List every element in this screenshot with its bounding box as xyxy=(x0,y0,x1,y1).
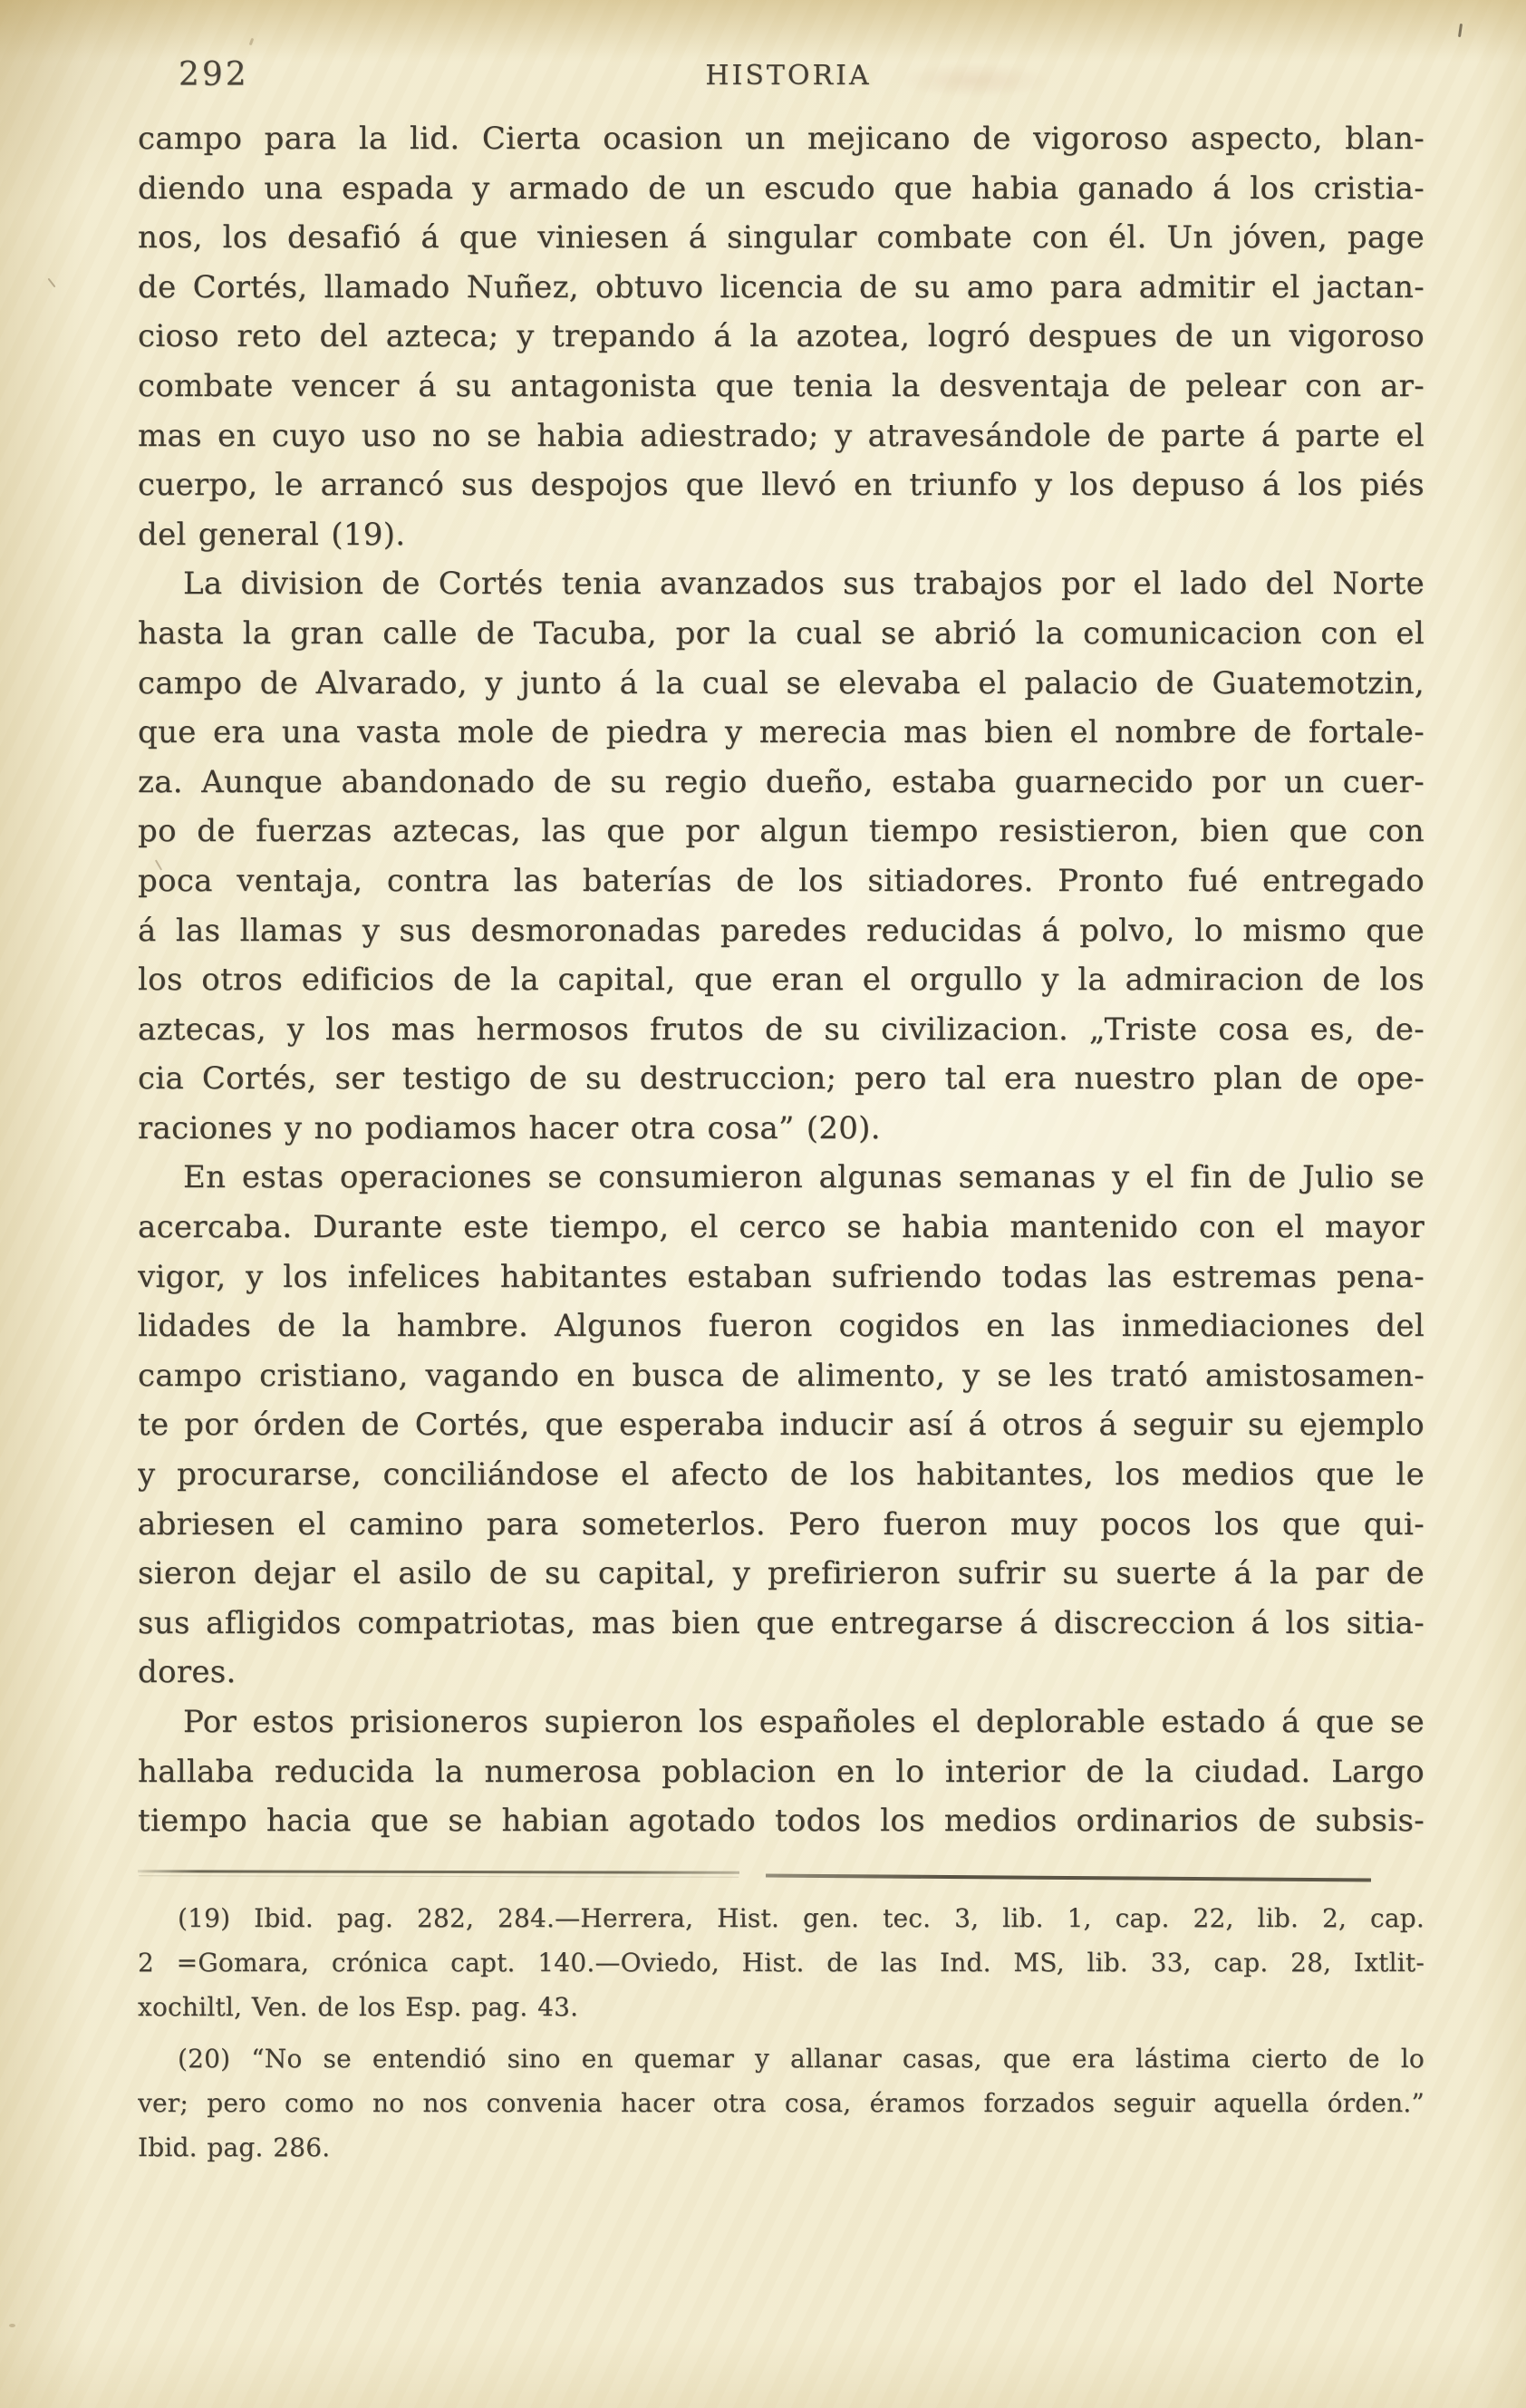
text-line: tiempo hacia que se habian agotado todos los medios ordinarios de subsis- xyxy=(138,1803,1425,1840)
text-line: nos, los desafió á que viniesen á singular combate con él. Un jóven, page xyxy=(138,219,1425,256)
paper-speck xyxy=(48,278,56,288)
text-line: te por órden de Cortés, que esperaba inducir así á otros á seguir su ejemplo xyxy=(138,1407,1425,1444)
text-line: cia Cortés, ser testigo de su destruccion; pero tal era nuestro plan de ope- xyxy=(138,1060,1425,1098)
ink-bleed-stain xyxy=(897,63,1051,98)
running-header-title: HISTORIA xyxy=(705,60,872,92)
footnote-19 xyxy=(138,1896,1425,2029)
text-line: acercaba. Durante este tiempo, el cerco se habia mantenido con el mayor xyxy=(138,1209,1425,1246)
text-line: raciones y no podiamos hacer otra cosa” (20). xyxy=(138,1109,881,1146)
footnote-line: Ibid. pag. 286. xyxy=(138,2132,331,2162)
paragraph-3 xyxy=(138,1153,1425,1697)
footnote-line: (20) “No se entendió sino en quemar y allanar casas, que era lástima cierto de lo xyxy=(178,2044,1425,2074)
text-line: po de fuerzas aztecas, las que por algun tiempo resistieron, bien que con xyxy=(138,813,1425,850)
text-line: dores. xyxy=(138,1654,237,1691)
text-line: cioso reto del azteca; y trepando á la azotea, logró despues de un vigoroso xyxy=(138,318,1425,355)
scan-artifact-tick xyxy=(1458,24,1463,37)
footnote-line: (19) Ibid. pag. 282, 284.—Herrera, Hist. gen. tec. 3, lib. 1, cap. 22, lib. 2, cap. xyxy=(178,1903,1425,1933)
paper-speck xyxy=(9,2324,15,2327)
text-line: poca ventaja, contra las baterías de los sitiadores. Pronto fué entregado xyxy=(138,862,1425,899)
text-line: za. Aunque abandonado de su regio dueño, estaba guarnecido por un cuer- xyxy=(138,763,1425,800)
text-line: En estas operaciones se consumieron algunas semanas y el fin de Julio se xyxy=(183,1159,1425,1196)
text-line: lidades de la hambre. Algunos fueron cogidos en las inmediaciones del xyxy=(138,1308,1425,1345)
text-line: Por estos prisioneros supieron los españoles el deplorable estado á que se xyxy=(183,1704,1425,1740)
paragraph-4 xyxy=(138,1697,1425,1846)
text-line: campo de Alvarado, y junto á la cual se elevaba el palacio de Guatemotzin, xyxy=(138,664,1425,701)
paragraph-1 xyxy=(138,114,1425,559)
text-line: hallaba reducida la numerosa poblacion en lo interior de la ciudad. Largo xyxy=(138,1753,1425,1790)
text-line: aztecas, y los mas hermosos frutos de su civilizacion. „Triste cosa es, de- xyxy=(138,1011,1425,1048)
text-line: sus afligidos compatriotas, mas bien que entregarse á discreccion á los sitia- xyxy=(138,1604,1425,1641)
paper-speck xyxy=(249,38,255,46)
footnote-divider-left-rule xyxy=(138,1870,739,1873)
paragraph-2 xyxy=(138,559,1425,1153)
text-line: combate vencer á su antagonista que tenia la desventaja de pelear con ar- xyxy=(138,367,1425,404)
footnote-divider-right-rule xyxy=(766,1874,1371,1882)
text-line: campo para la lid. Cierta ocasion un mejicano de vigoroso aspecto, blan- xyxy=(138,121,1425,157)
footnote-line: xochiltl, Ven. de los Esp. pag. 43. xyxy=(138,1992,579,2022)
text-line: La division de Cortés tenia avanzados sus trabajos por el lado del Norte xyxy=(183,566,1425,603)
text-line: mas en cuyo uso no se habia adiestrado; y atravesándole de parte á parte el xyxy=(138,417,1425,454)
body-text-block xyxy=(138,114,1425,1846)
text-line: sieron dejar el asilo de su capital, y prefirieron sufrir su suerte á la par de xyxy=(138,1555,1425,1592)
text-line: á las llamas y sus desmoronadas paredes reducidas á polvo, lo mismo que xyxy=(138,912,1425,949)
text-line: campo cristiano, vagando en busca de alimento, y se les trató amistosamen- xyxy=(138,1357,1425,1394)
footnotes-block xyxy=(138,1896,1425,2170)
page-number: 292 xyxy=(179,56,249,93)
text-line: vigor, y los infelices habitantes estaban sufriendo todas las estremas pena- xyxy=(138,1258,1425,1295)
text-line: de Cortés, llamado Nuñez, obtuvo licencia de su amo para admitir el jactan- xyxy=(138,268,1425,305)
text-line: hasta la gran calle de Tacuba, por la cual se abrió la comunicacion con el xyxy=(138,614,1425,652)
footnote-line: ver; pero como no nos convenia hacer otra cosa, éramos forzados seguir aquella órden.” xyxy=(138,2088,1425,2118)
footnote-line: 2 =Gomara, crónica capt. 140.—Oviedo, Hist. de las Ind. MS, lib. 33, cap. 28, Ixtlit- xyxy=(138,1948,1425,1978)
footnote-20 xyxy=(138,2036,1425,2170)
text-line: diendo una espada y armado de un escudo que habia ganado á los cristia- xyxy=(138,169,1425,207)
text-line: del general (19). xyxy=(138,516,406,553)
text-line: cuerpo, le arrancó sus despojos que llevó en triunfo y los depuso á los piés xyxy=(138,467,1425,504)
text-line: que era una vasta mole de piedra y merecia mas bien el nombre de fortale- xyxy=(138,714,1425,751)
text-line: abriesen el camino para someterlos. Pero fueron muy pocos los que qui- xyxy=(138,1505,1425,1542)
text-line: y procurarse, conciliándose el afecto de los habitantes, los medios que le xyxy=(138,1456,1425,1494)
text-line: los otros edificios de la capital, que eran el orgullo y la admiracion de los xyxy=(138,962,1425,999)
